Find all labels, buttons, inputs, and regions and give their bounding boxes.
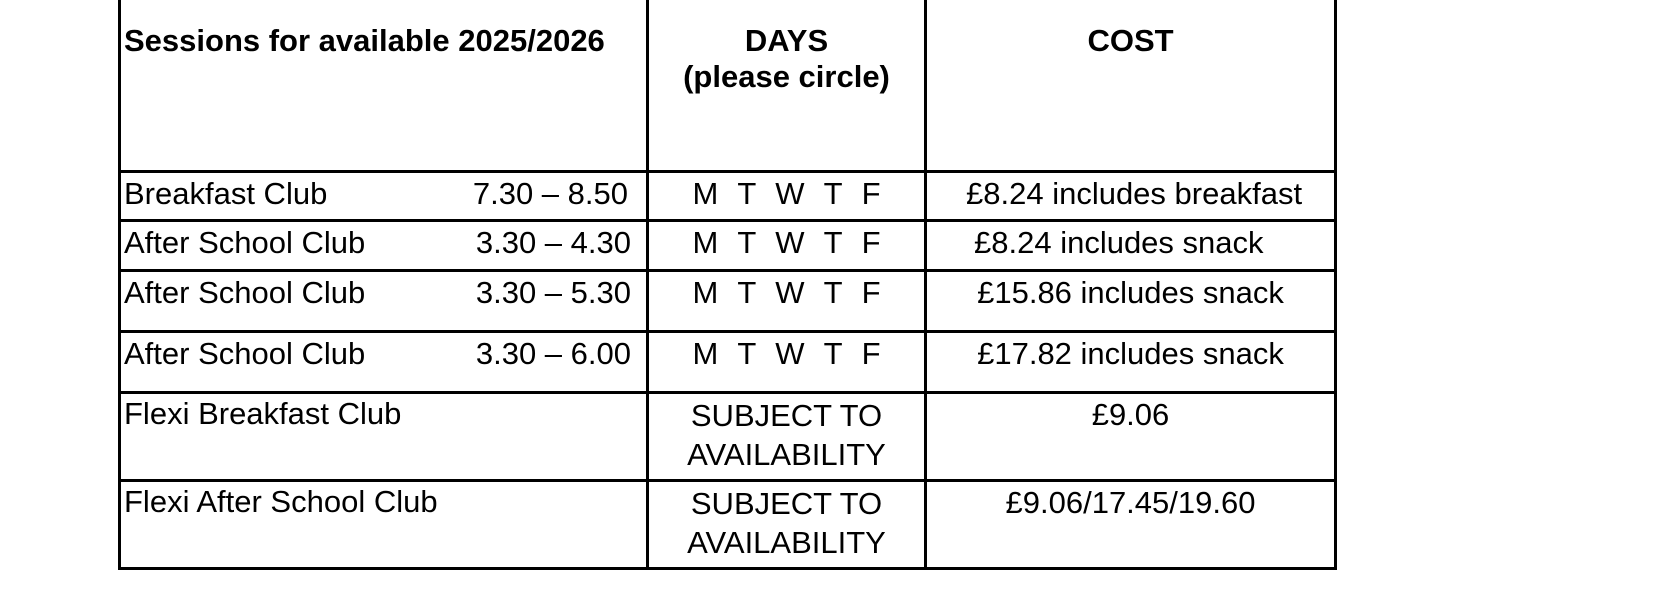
session-cell xyxy=(120,393,648,481)
days-header-title: DAYS xyxy=(744,23,829,58)
days-header-instruction: (please circle) xyxy=(683,59,890,94)
session-name: After School Club xyxy=(124,225,366,260)
cost-cell: £9.06 xyxy=(926,393,1336,481)
session-cell xyxy=(120,481,648,569)
session-cell xyxy=(120,221,648,271)
session-time: 7.30 – 8.50 xyxy=(472,176,628,211)
table-row xyxy=(120,393,1336,481)
session-name: Flexi Breakfast Club xyxy=(124,396,402,431)
sessions-header: Sessions for available 2025/2026 xyxy=(120,0,648,172)
sessions-table xyxy=(118,0,1337,570)
cost-cell: £8.24 includes breakfast xyxy=(926,172,1336,221)
availability-cell xyxy=(648,481,926,569)
days-cell: M T W T F xyxy=(648,332,926,393)
cost-header: COST xyxy=(926,0,1336,172)
availability-line: AVAILABILITY xyxy=(687,525,886,560)
days-cell: M T W T F xyxy=(648,172,926,221)
table-row xyxy=(120,481,1336,569)
table-row xyxy=(120,172,1336,221)
session-time: 3.30 – 4.30 xyxy=(475,225,631,260)
session-name: After School Club xyxy=(124,336,366,371)
availability-line: SUBJECT TO xyxy=(690,398,883,433)
table-row xyxy=(120,332,1336,393)
session-cell xyxy=(120,172,648,221)
table-header-row xyxy=(120,0,1336,172)
cost-cell: £15.86 includes snack xyxy=(926,271,1336,332)
session-time: 3.30 – 6.00 xyxy=(475,336,631,371)
session-name: After School Club xyxy=(124,275,366,310)
table-row xyxy=(120,221,1336,271)
session-name: Flexi After School Club xyxy=(124,484,438,519)
cost-cell: £17.82 includes snack xyxy=(926,332,1336,393)
session-time: 3.30 – 5.30 xyxy=(475,275,631,310)
cost-cell: £8.24 includes snack xyxy=(926,221,1336,271)
days-header xyxy=(648,0,926,172)
table-row xyxy=(120,271,1336,332)
days-cell: M T W T F xyxy=(648,271,926,332)
cost-cell: £9.06/17.45/19.60 xyxy=(926,481,1336,569)
availability-cell xyxy=(648,393,926,481)
availability-line: AVAILABILITY xyxy=(687,437,886,472)
session-cell xyxy=(120,271,648,332)
availability-line: SUBJECT TO xyxy=(690,486,883,521)
session-name: Breakfast Club xyxy=(124,176,328,211)
session-cell xyxy=(120,332,648,393)
days-cell: M T W T F xyxy=(648,221,926,271)
